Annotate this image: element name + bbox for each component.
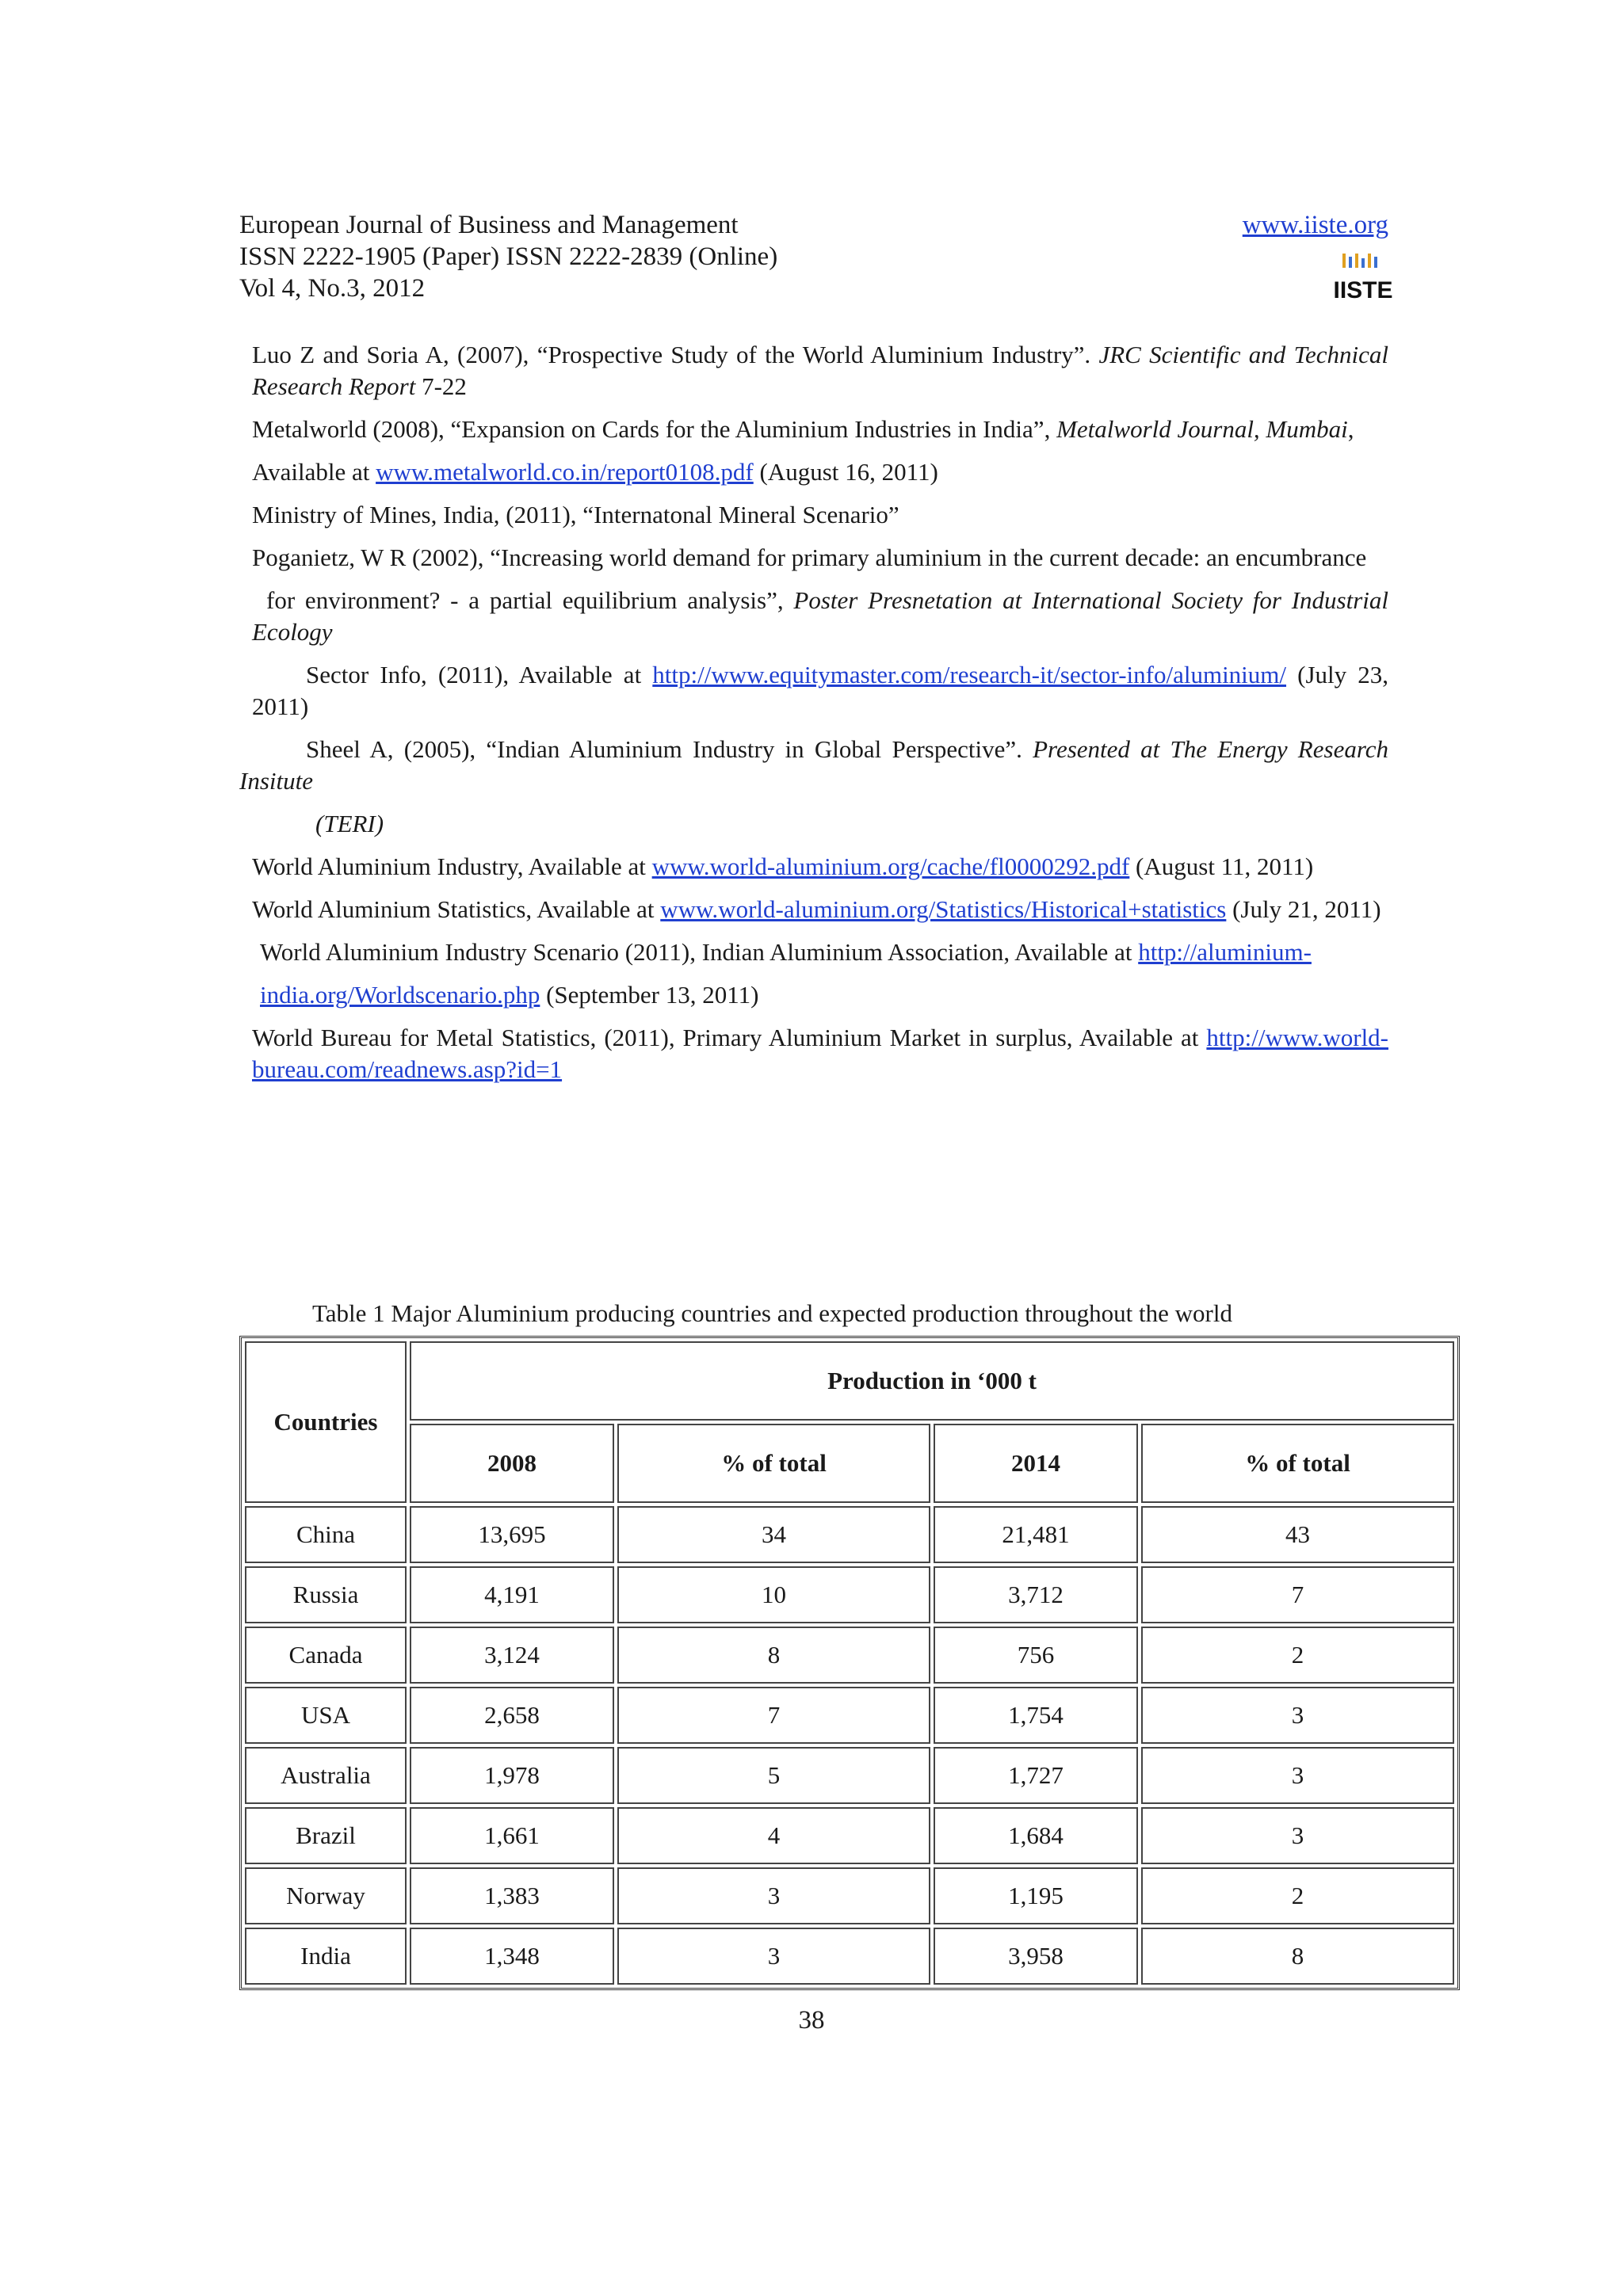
reference-item: Metalworld (2008), “Expansion on Cards for the Aluminium Industries in India”, Metalworld Journal, Mumbai, (252, 415, 1354, 443)
reference-item: Available at www.metalworld.co.in/report0108.pdf (August 16, 2011) (252, 458, 938, 486)
reference-link[interactable]: www.metalworld.co.in/report0108.pdf (376, 458, 754, 486)
cell-value: 3,124 (410, 1627, 614, 1684)
cell-value: 3 (1141, 1747, 1454, 1804)
cell-value: 5 (617, 1747, 930, 1804)
cell-value: 2,658 (410, 1687, 614, 1744)
reference-item: Poganietz, W R (2002), “Increasing world demand for primary aluminium in the current decade: an encumbrance (252, 543, 1367, 571)
table-row (245, 1627, 1454, 1684)
cell-value: 1,383 (410, 1867, 614, 1924)
reference-item: World Aluminium Industry Scenario (2011), Indian Aluminium Association, Available at http://aluminium- india.org/Worldscenario.php (September 13, 2011) (260, 938, 1312, 1009)
reference-link[interactable]: india.org/Worldscenario.php (260, 981, 540, 1009)
table-row (245, 1747, 1454, 1804)
cell-value: 1,727 (934, 1747, 1138, 1804)
cell-value: 3 (617, 1928, 930, 1985)
cell-value: 7 (617, 1687, 930, 1744)
cell-country: Australia (245, 1747, 407, 1804)
volume-line: Vol 4, No.3, 2012 (239, 274, 426, 303)
cell-value: 3,958 (934, 1928, 1138, 1985)
cell-country: India (245, 1928, 407, 1985)
header-2008: 2008 (410, 1424, 614, 1503)
cell-country: Canada (245, 1627, 407, 1684)
cell-value: 3 (1141, 1807, 1454, 1864)
cell-value: 756 (934, 1627, 1138, 1684)
table-row (245, 1687, 1454, 1744)
reference-link[interactable]: www.world-aluminium.org/Statistics/Historical+statistics (660, 895, 1227, 923)
header-2014: 2014 (934, 1424, 1138, 1503)
iiste-logo-icon (1333, 252, 1393, 303)
reference-item: World Aluminium Statistics, Available at www.world-aluminium.org/Statistics/Historical+statistics (July 21, 2011) (252, 895, 1381, 923)
cell-value: 4 (617, 1807, 930, 1864)
journal-url-link[interactable]: www.iiste.org (1242, 211, 1388, 239)
reference-list (239, 339, 1388, 1097)
table-row (245, 1867, 1454, 1924)
cell-value: 2 (1141, 1627, 1454, 1684)
table-row (245, 1807, 1454, 1864)
issn-line: ISSN 2222-1905 (Paper) ISSN 2222-2839 (Online) (239, 242, 778, 271)
reference-link[interactable]: http://www.world-bureau.com/readnews.asp?id=1 (252, 1024, 1388, 1083)
page-header (239, 209, 1393, 304)
cell-value: 1,684 (934, 1807, 1138, 1864)
header-countries: Countries (245, 1341, 407, 1503)
cell-value: 1,348 (410, 1928, 614, 1985)
production-table (239, 1336, 1460, 1990)
cell-country: China (245, 1506, 407, 1563)
cell-value: 3,712 (934, 1566, 1138, 1623)
cell-value: 43 (1141, 1506, 1454, 1563)
reference-item: World Bureau for Metal Statistics, (2011), Primary Aluminium Market in surplus, Available at http://www.world-bureau.com/readnews.asp?id=1 (252, 1024, 1388, 1083)
reference-item: Luo Z and Soria A, (2007), “Prospective Study of the World Aluminium Industry”. JRC Scientific and Technical Research Report 7-22 (252, 341, 1388, 400)
reference-item: for environment? - a partial equilibrium analysis”, Poster Presnetation at International Society for Industrial Ecology (252, 586, 1388, 646)
cell-country: Norway (245, 1867, 407, 1924)
cell-value: 1,754 (934, 1687, 1138, 1744)
reference-link[interactable]: http://www.equitymaster.com/research-it/sector-info/aluminium/ (652, 661, 1287, 688)
cell-value: 1,978 (410, 1747, 614, 1804)
table-caption: Table 1 Major Aluminium producing countries and expected production throughout the world (312, 1299, 1232, 1327)
cell-value: 2 (1141, 1867, 1454, 1924)
page-number: 38 (798, 2006, 825, 2035)
cell-value: 21,481 (934, 1506, 1138, 1563)
table-row (245, 1506, 1454, 1563)
reference-item: World Aluminium Industry, Available at www.world-aluminium.org/cache/fl0000292.pdf (August 11, 2011) (252, 852, 1314, 880)
cell-value: 4,191 (410, 1566, 614, 1623)
cell-value: 8 (1141, 1928, 1454, 1985)
table-row (245, 1928, 1454, 1985)
table-row (245, 1566, 1454, 1623)
header-pct-2008: % of total (617, 1424, 930, 1503)
cell-value: 1,195 (934, 1867, 1138, 1924)
cell-value: 3 (617, 1867, 930, 1924)
cell-value: 10 (617, 1566, 930, 1623)
svg-text:IISTE: IISTE (1333, 277, 1393, 303)
reference-item: Sector Info, (2011), Available at http://www.equitymaster.com/research-it/sector-info/aluminium/ (July 23, 2011) (252, 661, 1389, 720)
header-production-group: Production in ‘000 t (410, 1341, 1454, 1421)
header-pct-2014: % of total (1141, 1424, 1454, 1503)
cell-country: USA (245, 1687, 407, 1744)
reference-item: Sheel A, (2005), “Indian Aluminium Industry in Global Perspective”. Presented at The Energy Research Insitute (TERI) (239, 735, 1388, 837)
reference-link[interactable]: www.world-aluminium.org/cache/fl0000292.pdf (651, 852, 1130, 880)
reference-link[interactable]: http://aluminium- (1138, 938, 1312, 966)
cell-value: 1,661 (410, 1807, 614, 1864)
journal-title: European Journal of Business and Management (239, 211, 739, 239)
cell-country: Brazil (245, 1807, 407, 1864)
cell-value: 34 (617, 1506, 930, 1563)
cell-value: 13,695 (410, 1506, 614, 1563)
cell-country: Russia (245, 1566, 407, 1623)
reference-item: Ministry of Mines, India, (2011), “Internatonal Mineral Scenario” (252, 501, 899, 528)
cell-value: 3 (1141, 1687, 1454, 1744)
cell-value: 7 (1141, 1566, 1454, 1623)
cell-value: 8 (617, 1627, 930, 1684)
